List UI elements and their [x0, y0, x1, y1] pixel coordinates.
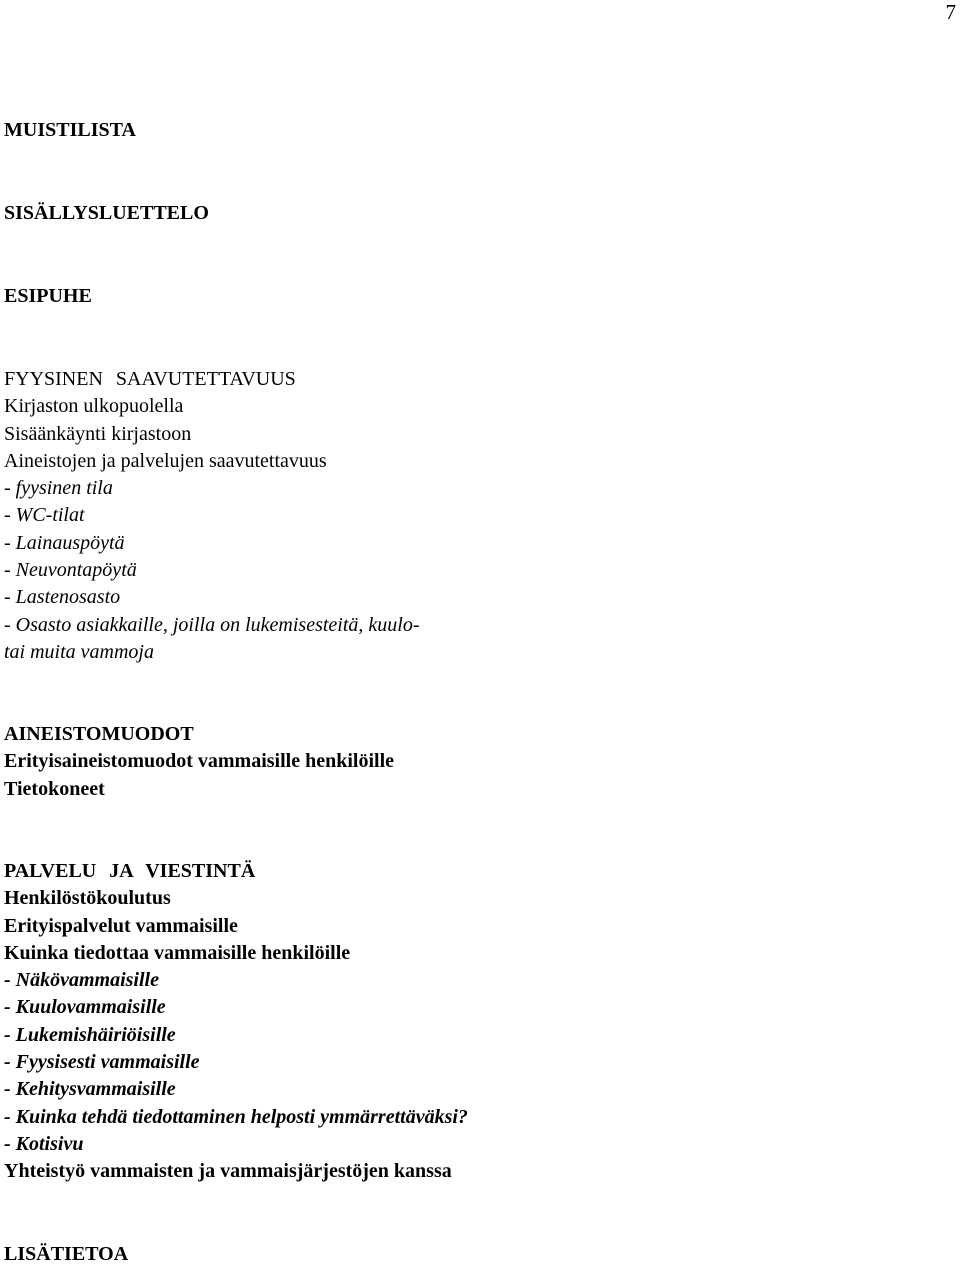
sub-list-item: - Kehitysvammaisille	[4, 1078, 176, 1101]
sub-list-item: - Lukemishäiriöisille	[4, 1023, 176, 1046]
section-title: LISÄTIETOA	[4, 1243, 129, 1265]
page-number: 7	[945, 0, 956, 24]
sub-list-item: - fyysinen tila	[4, 477, 113, 500]
list-item: Sisäänkäynti kirjastoon	[4, 422, 192, 445]
list-item: Tietokoneet	[4, 777, 105, 800]
list-item: Kuinka tiedottaa vammaisille henkilöille	[4, 941, 351, 964]
section-title: FYYSINEN SAAVUTETTAVUUS	[4, 368, 296, 390]
list-item: Aineistojen ja palvelujen saavutettavuus	[4, 449, 327, 472]
sub-list-item: - WC-tilat	[4, 504, 85, 527]
section-title: PALVELU JA VIESTINTÄ	[4, 860, 256, 882]
section-title: AINEISTOMUODOT	[4, 723, 194, 745]
sub-list-item: - Lastenosasto	[4, 586, 121, 609]
list-item: Henkilöstökoulutus	[4, 887, 171, 910]
sub-list-item: - Kuinka tehdä tiedottaminen helposti ymmärrettäväksi?	[4, 1105, 468, 1128]
heading-muistilista	[4, 117, 136, 144]
sub-list-item: - Neuvontapöytä	[4, 559, 137, 582]
sub-list-item: - Fyysisesti vammaisille	[4, 1051, 200, 1074]
section-aineistomuodot	[4, 721, 394, 803]
list-item: Erityisaineistomuodot vammaisille henkilöille	[4, 750, 395, 773]
sub-list-item: - Lainauspöytä	[4, 531, 125, 554]
sub-list-item: - Näkövammaisille	[4, 969, 159, 992]
section-fyysinen	[4, 366, 420, 666]
sub-list-item: tai muita vammoja	[4, 640, 154, 663]
section-title: SISÄLLYSLUETTELO	[4, 202, 209, 224]
heading-lisatietoa	[4, 1241, 128, 1268]
list-item: Kirjaston ulkopuolella	[4, 395, 184, 418]
section-palvelu	[4, 858, 468, 1186]
list-item: Erityispalvelut vammaisille	[4, 914, 238, 937]
heading-esipuhe	[4, 283, 92, 310]
list-item: Yhteistyö vammaisten ja vammaisjärjestöjen kanssa	[4, 1160, 452, 1183]
sub-list-item: - Osasto asiakkaille, joilla on lukemisesteitä, kuulo-	[4, 613, 420, 636]
section-title: ESIPUHE	[4, 285, 92, 307]
section-title: MUISTILISTA	[4, 119, 136, 141]
sub-list-item: - Kuulovammaisille	[4, 996, 166, 1019]
heading-sisallysluettelo	[4, 200, 209, 227]
sub-list-item: - Kotisivu	[4, 1132, 84, 1155]
